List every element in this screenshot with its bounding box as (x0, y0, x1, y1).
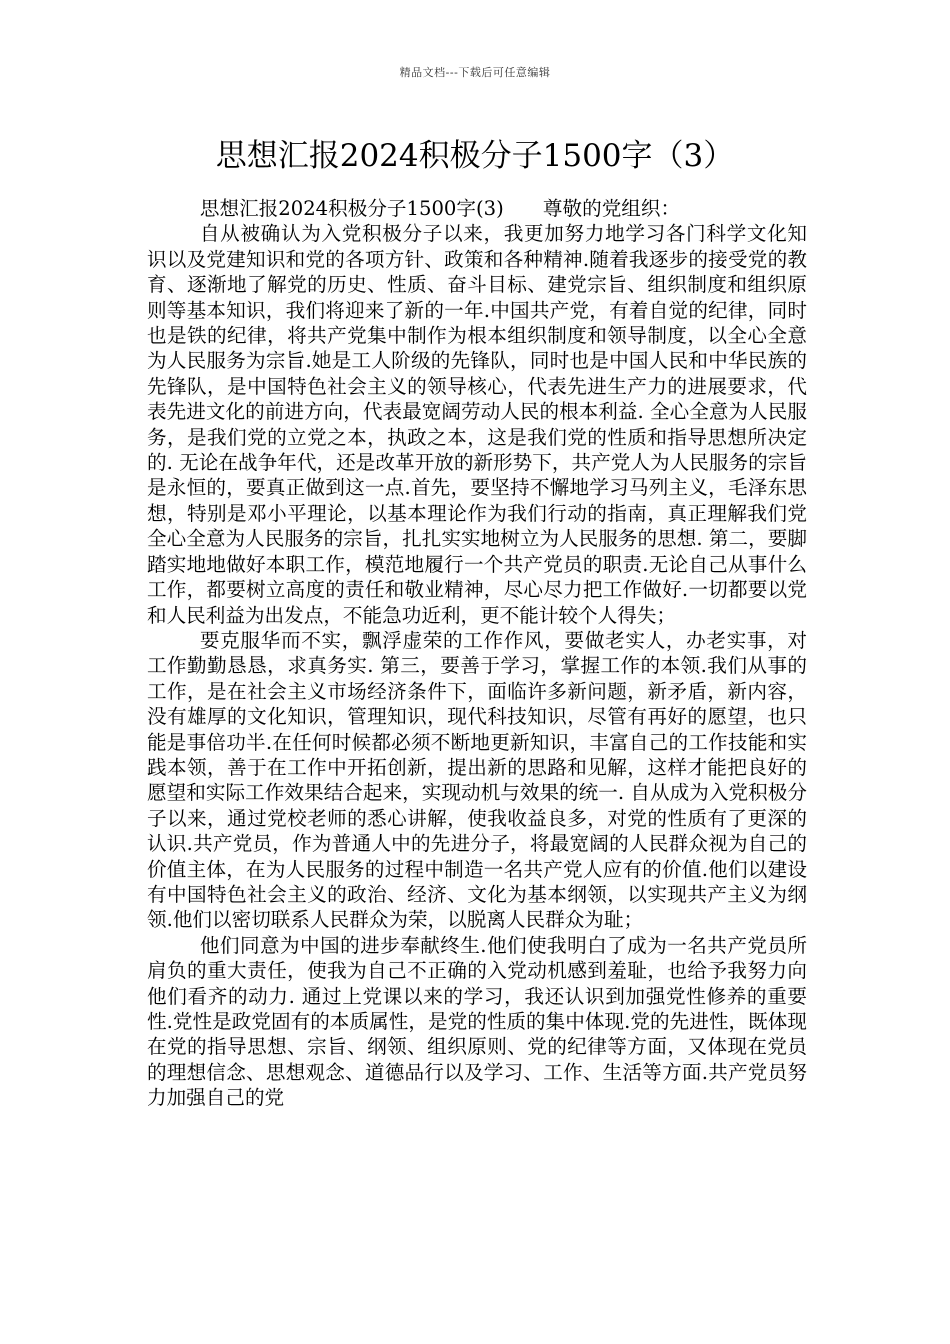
paragraph: 他们同意为中国的进步奉献终生.他们使我明白了成为一名共产党员所肩负的重大责任，使我为自己不正确的入党动机感到羞耻，也给予我努力向他们看齐的动力. 通过上党课以来的学习，我还认识到加强党性修养的重要性.党性是政党固有的本质属性，是党的性质的集中体现.党的先进性，既体现在党的指导思想、宗旨、纲领、组织原则、党的纪律等方面，又体现在党员的理想信念、思想观念、道德品行以及学习、工作、生活等方面.共产党员努力加强自己的党 (147, 933, 807, 1110)
page-header-note: 精品文档---下载后可任意编辑 (399, 66, 551, 79)
document-title: 思想汇报2024积极分子1500字（3） (215, 138, 735, 174)
paragraph: 要克服华而不实，飘浮虚荣的工作作风，要做老实人，办老实事，对工作勤勤恳恳，求真务实. 第三，要善于学习，掌握工作的本领.我们从事的工作，是在社会主义市场经济条件下，面临许多新问题，新矛盾，新内容，没有雄厚的文化知识，管理知识，现代科技知识，尽管有再好的愿望，也只能是事倍功半.在任何时候都必须不断地更新知识，丰富自己的工作技能和实践本领，善于在工作中开拓创新，提出新的思路和见解，这样才能把良好的愿望和实际工作效果结合起来，实现动机与效果的统一. 自从成为入党积极分子以来，通过党校老师的悉心讲解，使我收益良多，对党的性质有了更深的认识.共产党员，作为普通人中的先进分子，将最宽阔的人民群众视为自己的价值主体，在为人民服务的过程中制造一名共产党人应有的价值.他们以建设有中国特色社会主义的政治、经济、文化为基本纲领，以实现共产主义为纲领.他们以密切联系人民群众为荣，以脱离人民群众为耻； (147, 628, 807, 932)
document-body (147, 196, 807, 1111)
paragraph: 自从被确认为入党积极分子以来，我更加努力地学习各门科学文化知识以及党建知识和党的各项方针、政策和各种精神.随着我逐步的接受党的教育、逐渐地了解党的历史、性质、奋斗目标、建党宗旨、组织制度和组织原则等基本知识，我们将迎来了新的一年.中国共产党，有着自觉的纪律，同时也是铁的纪律，将共产党集中制作为根本组织制度和领导制度，以全心全意为人民服务为宗旨.她是工人阶级的先锋队，同时也是中国人民和中华民族的先锋队，是中国特色社会主义的领导核心，代表先进生产力的进展要求，代表先进文化的前进方向，代表最宽阔劳动人民的根本利益. 全心全意为人民服务，是我们党的立党之本，执政之本，这是我们党的性质和指导思想所决定的. 无论在战争年代，还是改革开放的新形势下，共产党人为人民服务的宗旨是永恒的，要真正做到这一点.首先，要坚持不懈地学习马列主义，毛泽东思想，特别是邓小平理论，以基本理论作为我们行动的指南，真正理解我们党全心全意为人民服务的宗旨，扎扎实实地树立为人民服务的思想. 第二，要脚踏实地地做好本职工作，模范地履行一个共产党员的职责.无论自己从事什么工作，都要树立高度的责任和敬业精神，尽心尽力把工作做好.一切都要以党和人民利益为出发点，不能急功近利，更不能计较个人得失； (147, 222, 807, 627)
paragraph-salutation: 思想汇报2024积极分子1500字(3) 尊敬的党组织： (199, 197, 681, 220)
